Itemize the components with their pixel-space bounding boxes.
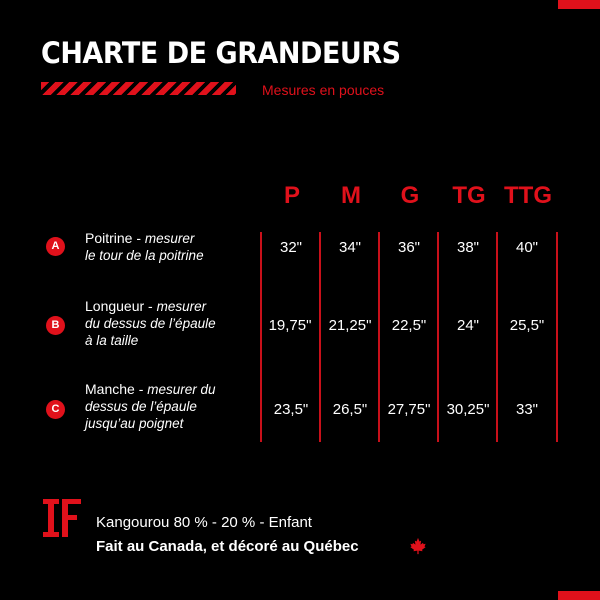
value-cell: 36" [397, 239, 420, 256]
size-header-tg: TG [452, 182, 486, 209]
row-label-poitrine: Poitrine - mesurer le tour de la poitrine [85, 230, 204, 263]
row-letter-badge: C [46, 400, 65, 419]
value-cell: 21,25" [328, 317, 372, 334]
if-logo-icon [41, 497, 83, 539]
value-cell: 33" [515, 401, 538, 418]
subtitle: Mesures en pouces [262, 82, 385, 98]
row-letter-badge: B [46, 316, 65, 335]
row-desc: mesurer [156, 299, 207, 314]
size-header-m: M [341, 182, 361, 209]
value-cell: 19,75" [268, 317, 312, 334]
row-name: Poitrine [85, 230, 133, 246]
value-cell: 38" [456, 239, 479, 256]
row-name: Manche [85, 381, 135, 397]
row-label-longueur: Longueur - mesurer du dessus de l’épaule à la taille [85, 298, 216, 348]
row-desc: jusqu’au poignet [85, 416, 184, 431]
row-desc: du dessus de l’épaule [85, 316, 216, 331]
row-desc: le tour de la poitrine [85, 248, 204, 263]
value-cell: 23,5" [273, 401, 309, 418]
corner-accent-bottom [558, 591, 600, 600]
value-cell: 30,25" [446, 401, 490, 418]
product-description: Kangourou 80 % - 20 % - Enfant [96, 514, 312, 531]
row-name: Longueur [85, 298, 145, 314]
row-desc: mesurer [144, 231, 195, 246]
hazard-stripes [41, 82, 236, 95]
size-header-g: G [400, 182, 420, 209]
row-label-manche: Manche - mesurer du dessus de l’épaule jusqu’au poignet [85, 381, 216, 431]
value-cell: 32" [279, 239, 302, 256]
value-cell: 34" [338, 239, 361, 256]
made-in-text: Fait au Canada, et décoré au Québec [96, 538, 359, 555]
value-cell: 27,75" [387, 401, 431, 418]
size-header-ttg: TTG [504, 182, 552, 209]
corner-accent-top [558, 0, 600, 9]
value-cell: 24" [456, 317, 479, 334]
row-desc: dessus de l’épaule [85, 399, 197, 414]
value-cell: 25,5" [509, 317, 545, 334]
size-header-p: P [283, 182, 300, 209]
value-cell: 40" [515, 239, 538, 256]
value-cell: 26,5" [332, 401, 368, 418]
row-letter-badge: A [46, 237, 65, 256]
row-desc: à la taille [85, 333, 139, 348]
row-desc: mesurer du [147, 382, 216, 397]
page-title: CHARTE DE GRANDEURS [41, 36, 401, 70]
maple-leaf-icon [409, 537, 427, 555]
value-cell: 22,5" [391, 317, 427, 334]
